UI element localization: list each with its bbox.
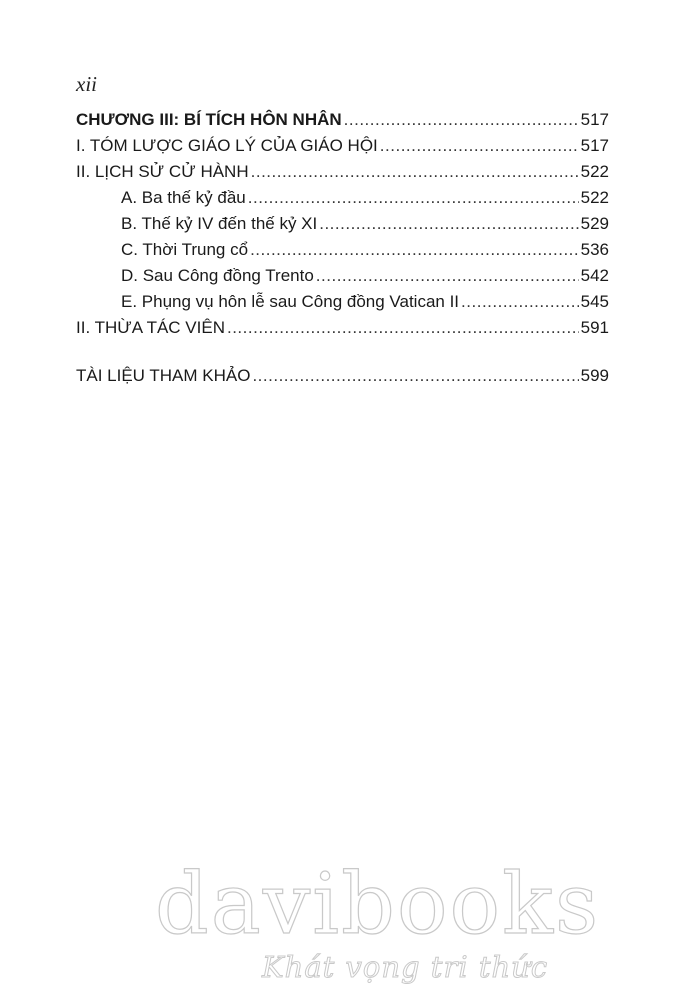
toc-leader-dots: [316, 266, 579, 286]
toc-entry-title: D. Sau Công đồng Trento: [121, 266, 314, 285]
toc-entry-page: 517: [580, 110, 609, 129]
watermark-slogan: Khát vọng tri thức: [262, 950, 549, 984]
toc-entry-page: 542: [580, 266, 609, 285]
toc-entry-chapter-3: [76, 110, 609, 136]
toc-entry-title: I. TÓM LƯỢC GIÁO LÝ CỦA GIÁO HỘI: [76, 136, 378, 155]
toc-entry-page: 545: [580, 292, 609, 311]
toc-entry-title: B. Thế kỷ IV đến thế kỷ XI: [121, 214, 318, 233]
toc-entry-subsection-a: [76, 188, 609, 214]
toc-entry-subsection-c: [76, 240, 609, 266]
watermark-brand: davibooks: [155, 855, 601, 953]
table-of-contents: [76, 110, 609, 392]
toc-leader-dots: [461, 292, 579, 312]
toc-leader-dots: [251, 162, 579, 182]
toc-entry-page: 529: [580, 214, 609, 233]
toc-entry-section-1: [76, 136, 609, 162]
toc-entry-subsection-e: [76, 292, 609, 318]
toc-entry-section-2: [76, 162, 609, 188]
toc-entry-ministers: [76, 318, 609, 344]
page-number: xii: [76, 72, 97, 96]
toc-entry-subsection-d: [76, 266, 609, 292]
toc-entry-references: [76, 366, 609, 392]
toc-leader-dots: [319, 214, 578, 234]
toc-entry-subsection-b: [76, 214, 609, 240]
toc-entry-title: TÀI LIỆU THAM KHẢO: [76, 366, 251, 385]
toc-leader-dots: [248, 188, 579, 208]
toc-entry-page: 522: [580, 162, 609, 181]
toc-entry-title: CHƯƠNG III: BÍ TÍCH HÔN NHÂN: [76, 110, 342, 129]
toc-entry-title: II. THỪA TÁC VIÊN: [76, 318, 225, 337]
toc-entry-title: A. Ba thế kỷ đầu: [121, 188, 246, 207]
toc-entry-title: II. LỊCH SỬ CỬ HÀNH: [76, 162, 249, 181]
toc-entry-page: 522: [580, 188, 609, 207]
toc-leader-dots: [250, 240, 579, 260]
toc-entry-title: C. Thời Trung cổ: [121, 240, 249, 259]
toc-leader-dots: [380, 136, 579, 156]
toc-entry-page: 536: [580, 240, 609, 259]
toc-leader-dots: [252, 366, 578, 386]
toc-entry-page: 517: [580, 136, 609, 155]
toc-leader-dots: [344, 110, 579, 130]
toc-entry-page: 599: [580, 366, 609, 385]
toc-leader-dots: [227, 318, 579, 338]
toc-entry-page: 591: [580, 318, 609, 337]
toc-entry-title: E. Phụng vụ hôn lễ sau Công đồng Vatican II: [121, 292, 460, 311]
